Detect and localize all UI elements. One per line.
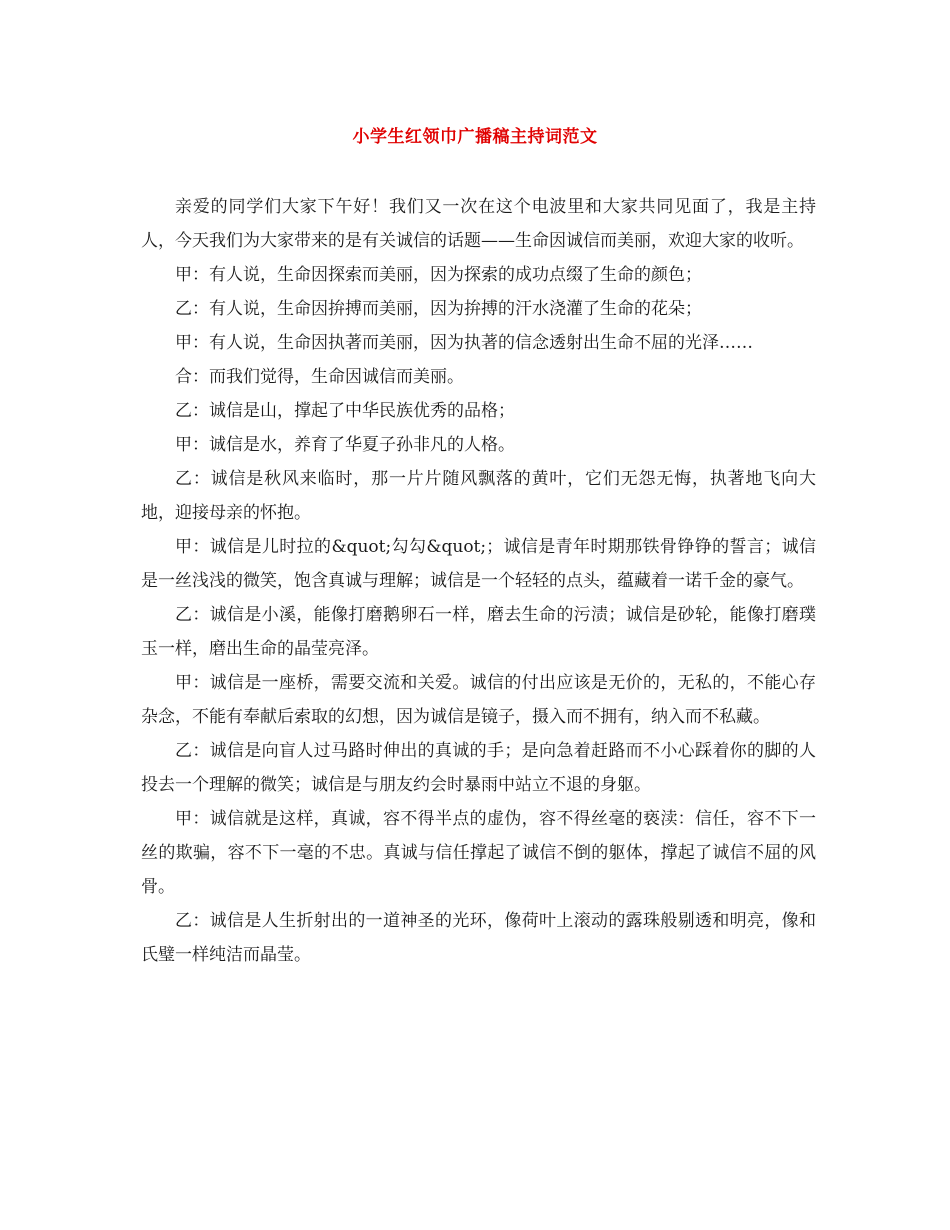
paragraph: 乙：诚信是山，撑起了中华民族优秀的品格； <box>175 401 515 421</box>
paragraph: 乙：诚信是人生折射出的一道神圣的光环，像荷叶上滚动的露珠般剔透和明亮，像和氏璧一样纯洁而晶莹。 <box>141 911 816 965</box>
document-body <box>141 190 816 972</box>
paragraph: 合：而我们觉得，生命因诚信而美丽。 <box>175 367 464 387</box>
paragraph: 甲：有人说，生命因执著而美丽，因为执著的信念透射出生命不屈的光泽…… <box>175 333 753 353</box>
paragraph: 甲：诚信是儿时拉的&quot;勾勾&quot;；诚信是青年时期那铁骨铮铮的誓言；诚信是一丝浅浅的微笑，饱含真诚与理解；诚信是一个轻轻的点头，蕴藏着一诺千金的豪气。 <box>141 537 816 591</box>
paragraph: 甲：有人说，生命因探索而美丽，因为探索的成功点缀了生命的颜色； <box>175 265 702 285</box>
paragraph: 乙：诚信是秋风来临时，那一片片随风飘落的黄叶，它们无怨无悔，执著地飞向大地，迎接母亲的怀抱。 <box>141 469 816 523</box>
paragraph: 乙：诚信是向盲人过马路时伸出的真诚的手；是向急着赶路而不小心踩着你的脚的人投去一个理解的微笑；诚信是与朋友约会时暴雨中站立不退的身躯。 <box>141 741 816 795</box>
paragraph: 甲：诚信是一座桥，需要交流和关爱。诚信的付出应该是无价的，无私的，不能心存杂念，不能有奉献后索取的幻想，因为诚信是镜子，摄入而不拥有，纳入而不私藏。 <box>141 673 816 727</box>
paragraph: 乙：有人说，生命因拚搏而美丽，因为拚搏的汗水浇灌了生命的花朵； <box>175 299 702 319</box>
paragraph-intro: 亲爱的同学们大家下午好！我们又一次在这个电波里和大家共同见面了，我是主持人，今天我们为大家带来的是有关诚信的话题——生命因诚信而美丽，欢迎大家的收听。 <box>141 197 816 251</box>
document-title: 小学生红领巾广播稿主持词范文 <box>352 127 598 147</box>
paragraph: 甲：诚信是水，养育了华夏子孙非凡的人格。 <box>175 435 515 455</box>
paragraph: 乙：诚信是小溪，能像打磨鹅卵石一样，磨去生命的污渍；诚信是砂轮，能像打磨璞玉一样，磨出生命的晶莹亮泽。 <box>141 605 816 659</box>
paragraph: 甲：诚信就是这样，真诚，容不得半点的虚伪，容不得丝毫的亵渎：信任，容不下一丝的欺骗，容不下一毫的不忠。真诚与信任撑起了诚信不倒的躯体，撑起了诚信不屈的风骨。 <box>141 809 816 897</box>
